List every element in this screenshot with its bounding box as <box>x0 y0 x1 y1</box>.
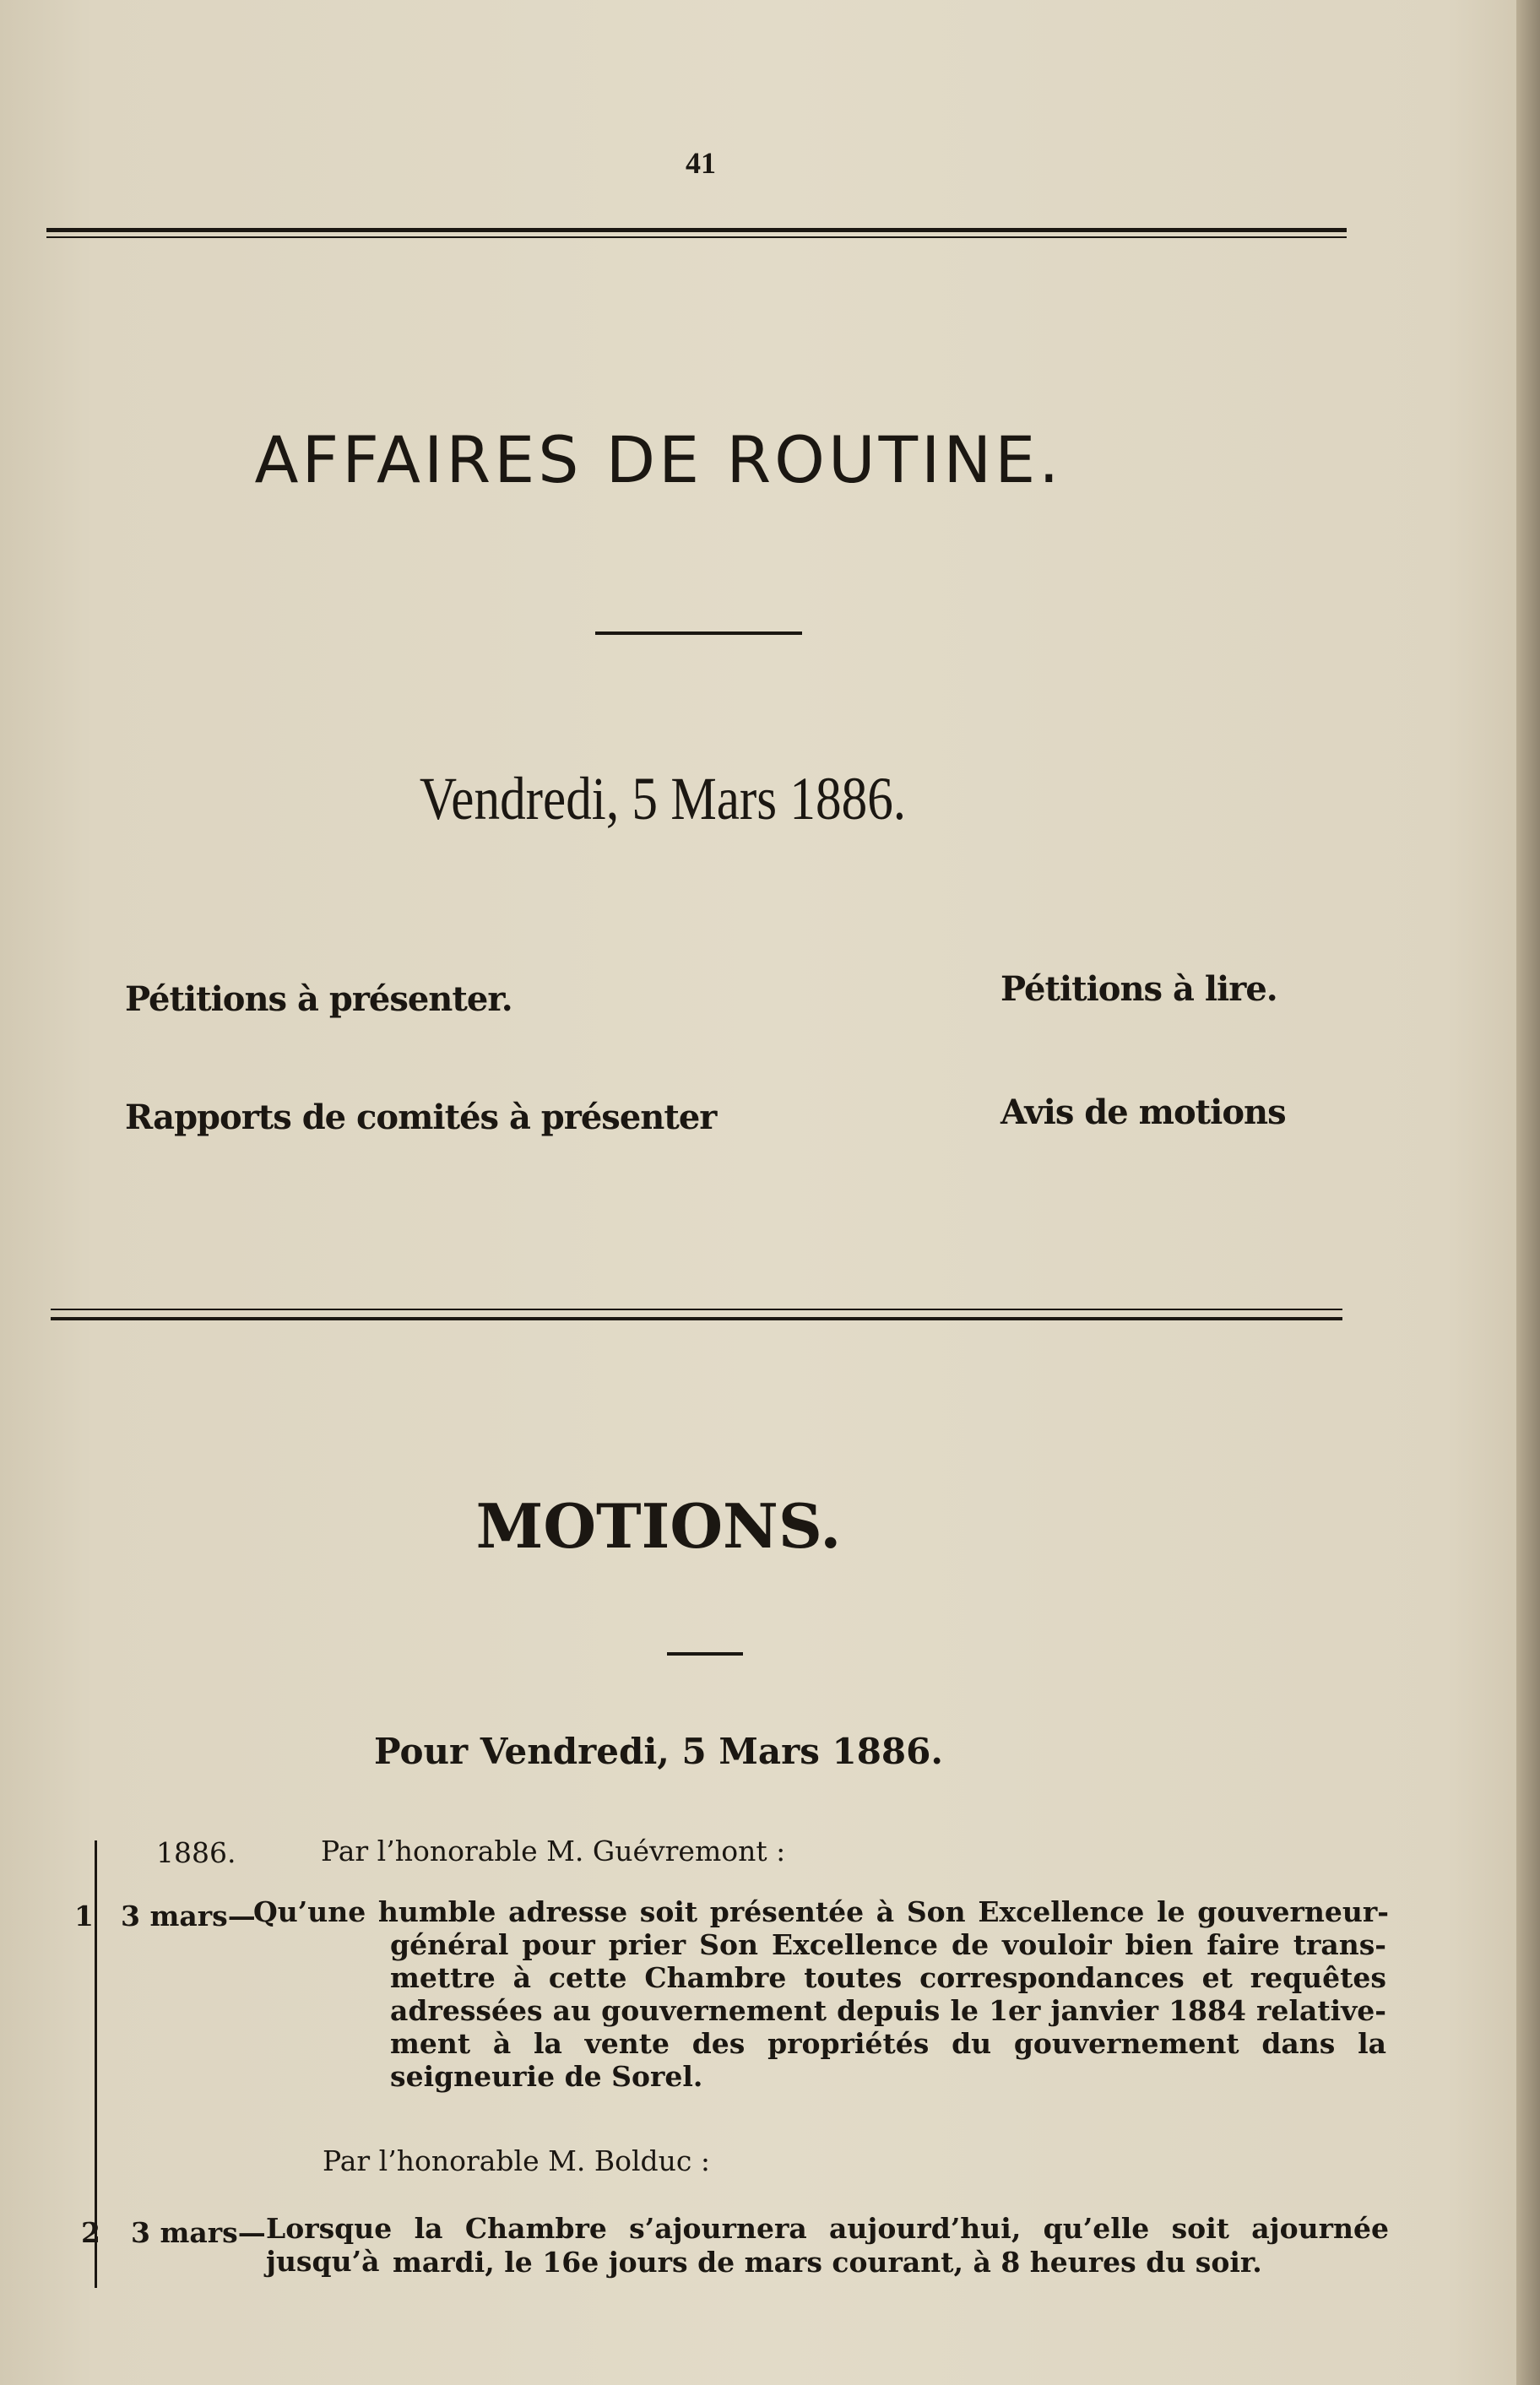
middle-rule-thin <box>51 1309 1342 1310</box>
motions-title: MOTIONS. <box>475 1490 842 1562</box>
motion-text-1-line-4: adressées au gouvernement depuis le 1er janvier 1884 relative- <box>390 1994 1386 2027</box>
section-heading: AFFAIRES DE ROUTINE. <box>254 422 1063 497</box>
motion-date-2: 3 mars— <box>131 2216 266 2249</box>
motion-number-1: 1 <box>74 1900 94 1932</box>
motion-text-2-line-1: Lorsque la Chambre s’ajournera aujourd’hui, qu’elle soit ajournée jusqu’à <box>266 2212 1389 2278</box>
motions-subheading: Pour Vendredi, 5 Mars 1886. <box>374 1731 943 1772</box>
routine-item-left-2: Rapports de comités à présenter <box>125 1098 717 1137</box>
motion-text-1-line-6: seigneurie de Sorel. <box>390 2060 703 2093</box>
motion-text-1-line-2: général pour prier Son Excellence de vouloir bien faire trans- <box>390 1928 1386 1961</box>
motions-divider <box>667 1652 743 1656</box>
page-spine <box>1516 0 1540 2385</box>
motion-text-1-line-5: ment à la vente des propriétés du gouvernement dans la <box>390 2027 1386 2060</box>
motion-text-2-line-2: mardi, le 16e jours de mars courant, à 8 heures du soir. <box>393 2246 1262 2279</box>
routine-item-right-2: Avis de motions <box>1000 1092 1286 1132</box>
session-date: Vendredi, 5 Mars 1886. <box>419 765 907 832</box>
top-rule-thick <box>46 228 1347 232</box>
motion-number-2: 2 <box>81 2216 100 2249</box>
motions-year: 1886. <box>156 1836 236 1869</box>
middle-rule-thick <box>51 1317 1342 1320</box>
routine-item-left-1: Pétitions à présenter. <box>125 979 512 1019</box>
motion-date-1: 3 mars— <box>121 1900 256 1932</box>
motion-text-1-line-3: mettre à cette Chambre toutes correspondances et requêtes <box>390 1961 1386 1994</box>
motion-text-1-line-1: Qu’une humble adresse soit présentée à Son Excellence le gouverneur- <box>253 1895 1389 1928</box>
top-rule-thin <box>46 236 1347 238</box>
page-number: 41 <box>686 146 716 180</box>
motion-sponsor-2: Par l’honorable M. Bolduc : <box>323 2144 711 2177</box>
heading-divider <box>595 631 802 635</box>
motion-sponsor-1: Par l’honorable M. Guévremont : <box>321 1835 786 1867</box>
routine-item-right-1: Pétitions à lire. <box>1000 969 1277 1009</box>
